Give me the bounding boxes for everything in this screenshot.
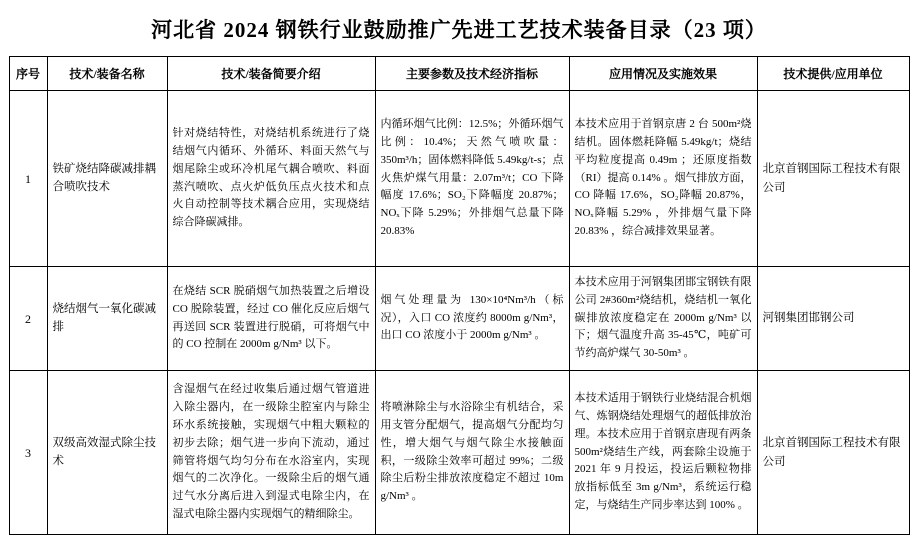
row-application: 本技术应用于首钢京唐 2 台 500m²烧结机。固体燃耗降幅 5.49kg/t；烧结平均粒度提高 0.49m ；还原度指数（RI）提高 0.14% 。烟气排放方面，CO 降幅 17.6%，SO₂降幅 20.87%，NOₓ降幅 5.29% ，外排烟气量下降 20.83% ，综合减排效果显著。: [569, 91, 757, 267]
row-provider: 北京首钢国际工程技术有限公司: [757, 91, 909, 267]
row-parameters: 将喷淋除尘与水浴除尘有机结合，采用支管分配烟气，提高烟气分配均匀性，增大烟气与烟气除尘水接触面积，一级除尘效率可超过 99%；二级除尘后粉尘排放浓度稳定不超过 10m g/Nm³ 。: [375, 371, 569, 535]
column-header-application: 应用情况及实施效果: [569, 57, 757, 91]
table-header-row: [9, 57, 909, 91]
column-header-parameters: 主要参数及技术经济指标: [375, 57, 569, 91]
row-parameters: 内循环烟气比例：12.5%；外循环烟气比例：10.4%；天然气喷吹量：350m³/h；固体燃料降低 5.49kg/t-s；点火焦炉煤气用量：2.07m³/t；CO 下降幅度 17.6%；SO₂下降幅度 20.87%；NOₓ下降 5.29%；外排烟气总量下降 20.83%: [375, 91, 569, 267]
row-application: 本技术适用于钢铁行业烧结混合机烟气、炼钢烧结处理烟气的超低排放治理。本技术应用于首钢京唐现有两条 500m²烧结生产线，两套除尘设施于 2021 年 9 月投运，投运后颗粒物排放指标低至 3m g/Nm³，系统运行稳定，与烧结生产同步率达到 100% 。: [569, 371, 757, 535]
column-header-no: 序号: [9, 57, 47, 91]
row-description: 含湿烟气在经过收集后通过烟气管道进入除尘器内，在一级除尘腔室内与除尘环水系统接触，实现烟气中粗大颗粒的初步去除；烟气进一步向下流动，通过筛管将烟气均匀分布在水浴室内，实现烟气的二次净化。一级除尘后的烟气通过气水分离后进入到湿式电除尘内，在湿式电除尘器内实现烟气的精细除尘。: [167, 371, 375, 535]
row-description: 针对烧结特性，对烧结机系统进行了烧结烟气内循环、外循环、料面天然气与烟尾除尘或环冷机尾气耦合喷吹、料面蒸汽喷吹、点火炉低负压点火技术和点火自动控制等技术耦合应用，实现烧结综合降碳减排。: [167, 91, 375, 267]
row-provider: 北京首钢国际工程技术有限公司: [757, 371, 909, 535]
table-row: [9, 91, 909, 267]
technology-catalog-table: [9, 56, 910, 535]
row-number: 1: [9, 91, 47, 267]
row-parameters: 烟气处理量为 130×10⁴Nm³/h（标况），入口 CO 浓度约 8000m g/Nm³，出口 CO 浓度小于 2000m g/Nm³ 。: [375, 267, 569, 371]
row-number: 3: [9, 371, 47, 535]
row-application: 本技术应用于河钢集团邯宝钢铁有限公司 2#360m²烧结机，烧结机一氧化碳排放浓度稳定在 2000m g/Nm³ 以下；烟气温度升高 35-45℃，吨矿可节约高炉煤气 30-50m³ 。: [569, 267, 757, 371]
table-row: [9, 267, 909, 371]
column-header-description: 技术/装备简要介绍: [167, 57, 375, 91]
row-provider: 河钢集团邯钢公司: [757, 267, 909, 371]
table-row: [9, 371, 909, 535]
page-title: 河北省 2024 钢铁行业鼓励推广先进工艺技术装备目录（23 项）: [151, 18, 767, 42]
column-header-provider: 技术提供/应用单位: [757, 57, 909, 91]
column-header-name: 技术/装备名称: [47, 57, 167, 91]
row-technology-name: 双级高效湿式除尘技术: [47, 371, 167, 535]
row-description: 在烧结 SCR 脱硝烟气加热装置之后增设 CO 脱除装置，经过 CO 催化反应后烟气再送回 SCR 装置进行脱硝，可将烟气中的 CO 控制在 2000m g/Nm³ 以下。: [167, 267, 375, 371]
row-technology-name: 烧结烟气一氧化碳减排: [47, 267, 167, 371]
row-number: 2: [9, 267, 47, 371]
row-technology-name: 铁矿烧结降碳减排耦合喷吹技术: [47, 91, 167, 267]
